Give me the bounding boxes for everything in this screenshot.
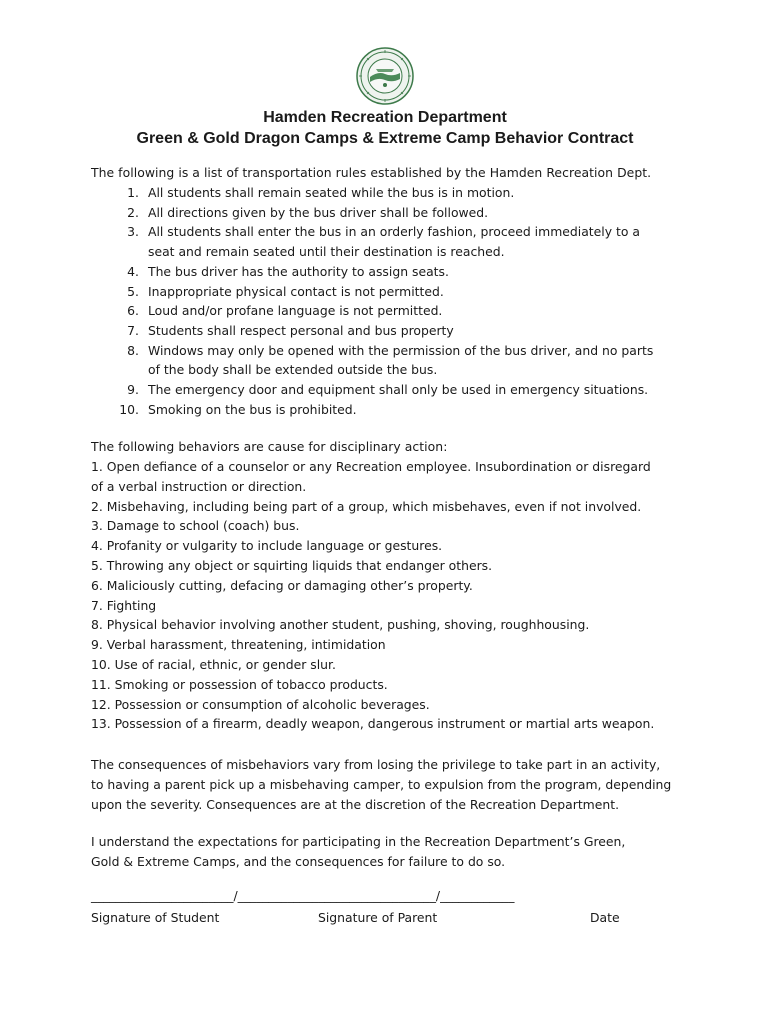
transport-rules-list [91,183,653,419]
behaviors-list [91,457,654,734]
list-item: 3. Damage to school (coach) bus. [91,518,300,534]
list-item: 6. Loud and/or profane language is not permitted. [127,303,443,319]
list-item: 13. Possession of a firearm, deadly weapon, dangerous instrument or martial arts weapon. [91,716,655,732]
date-label: Date [590,910,620,925]
list-item: 1. Open defiance of a counselor or any Recreation employee. Insubordination or disregard [91,459,651,474]
consequences-paragraph: The consequences of misbehaviors vary from losing the privilege to take part in an activity, to having a parent pick up a misbehaving camper, to expulsion from the program, depending upon the severity. Consequences are at the discretion of the Recreation Department. [91,757,672,812]
list-item: 5. Inappropriate physical contact is not permitted. [127,283,444,299]
list-item: 2. All directions given by the bus driver shall be followed. [127,204,489,220]
list-item: 9. Verbal harassment, threatening, intimidation [91,637,386,653]
list-item: 7. Fighting [91,597,157,613]
list-item: 10. Use of racial, ethnic, or gender slur. [91,656,336,672]
list-item: 7. Students shall respect personal and bus property [127,322,454,338]
document-subtitle: Green & Gold Dragon Camps & Extreme Camp Behavior Contract [136,130,634,147]
student-signature-label: Signature of Student [91,910,220,925]
signature-line[interactable]: _______________________/________________________________/____________ [91,888,515,903]
list-item: 2. Misbehaving, including being part of a group, which misbehaves, even if not involved. [91,498,642,514]
list-item: of a verbal instruction or direction. [91,478,307,494]
list-item: 4. The bus driver has the authority to assign seats. [127,263,449,279]
list-item: 8. Windows may only be opened with the permission of the bus driver, and no parts of the body shall be extended outside the bus. [127,342,654,378]
acknowledgement-paragraph: I understand the expectations for participating in the Recreation Department’s Green, Gold & Extreme Camps, and the consequences for failure to do so. [91,834,626,869]
document-title: Hamden Recreation Department [263,109,507,126]
list-item: 4. Profanity or vulgarity to include language or gestures. [91,538,443,554]
list-item: 10. Smoking on the bus is prohibited. [119,401,357,417]
list-item: 5. Throwing any object or squirting liquids that endanger others. [91,557,493,573]
transport-rules-intro: The following is a list of transportation rules established by the Hamden Recreation Dept. [91,165,652,180]
list-item: 9. The emergency door and equipment shall only be used in emergency situations. [127,382,649,398]
list-item: 1. All students shall remain seated while the bus is in motion. [127,185,515,200]
behaviors-intro: The following behaviors are cause for disciplinary action: [91,439,448,454]
list-item: 11. Smoking or possession of tobacco products. [91,676,388,692]
list-item: 8. Physical behavior involving another student, pushing, shoving, roughhousing. [91,617,590,633]
city-seal-icon [356,47,414,105]
list-item: 3. All students shall enter the bus in an orderly fashion, proceed immediately to a seat and remain seated until their destination is reached. [127,224,640,260]
list-item: 12. Possession or consumption of alcoholic beverages. [91,696,430,712]
parent-signature-label: Signature of Parent [318,910,438,925]
list-item: 6. Maliciously cutting, defacing or damaging other’s property. [91,577,473,593]
